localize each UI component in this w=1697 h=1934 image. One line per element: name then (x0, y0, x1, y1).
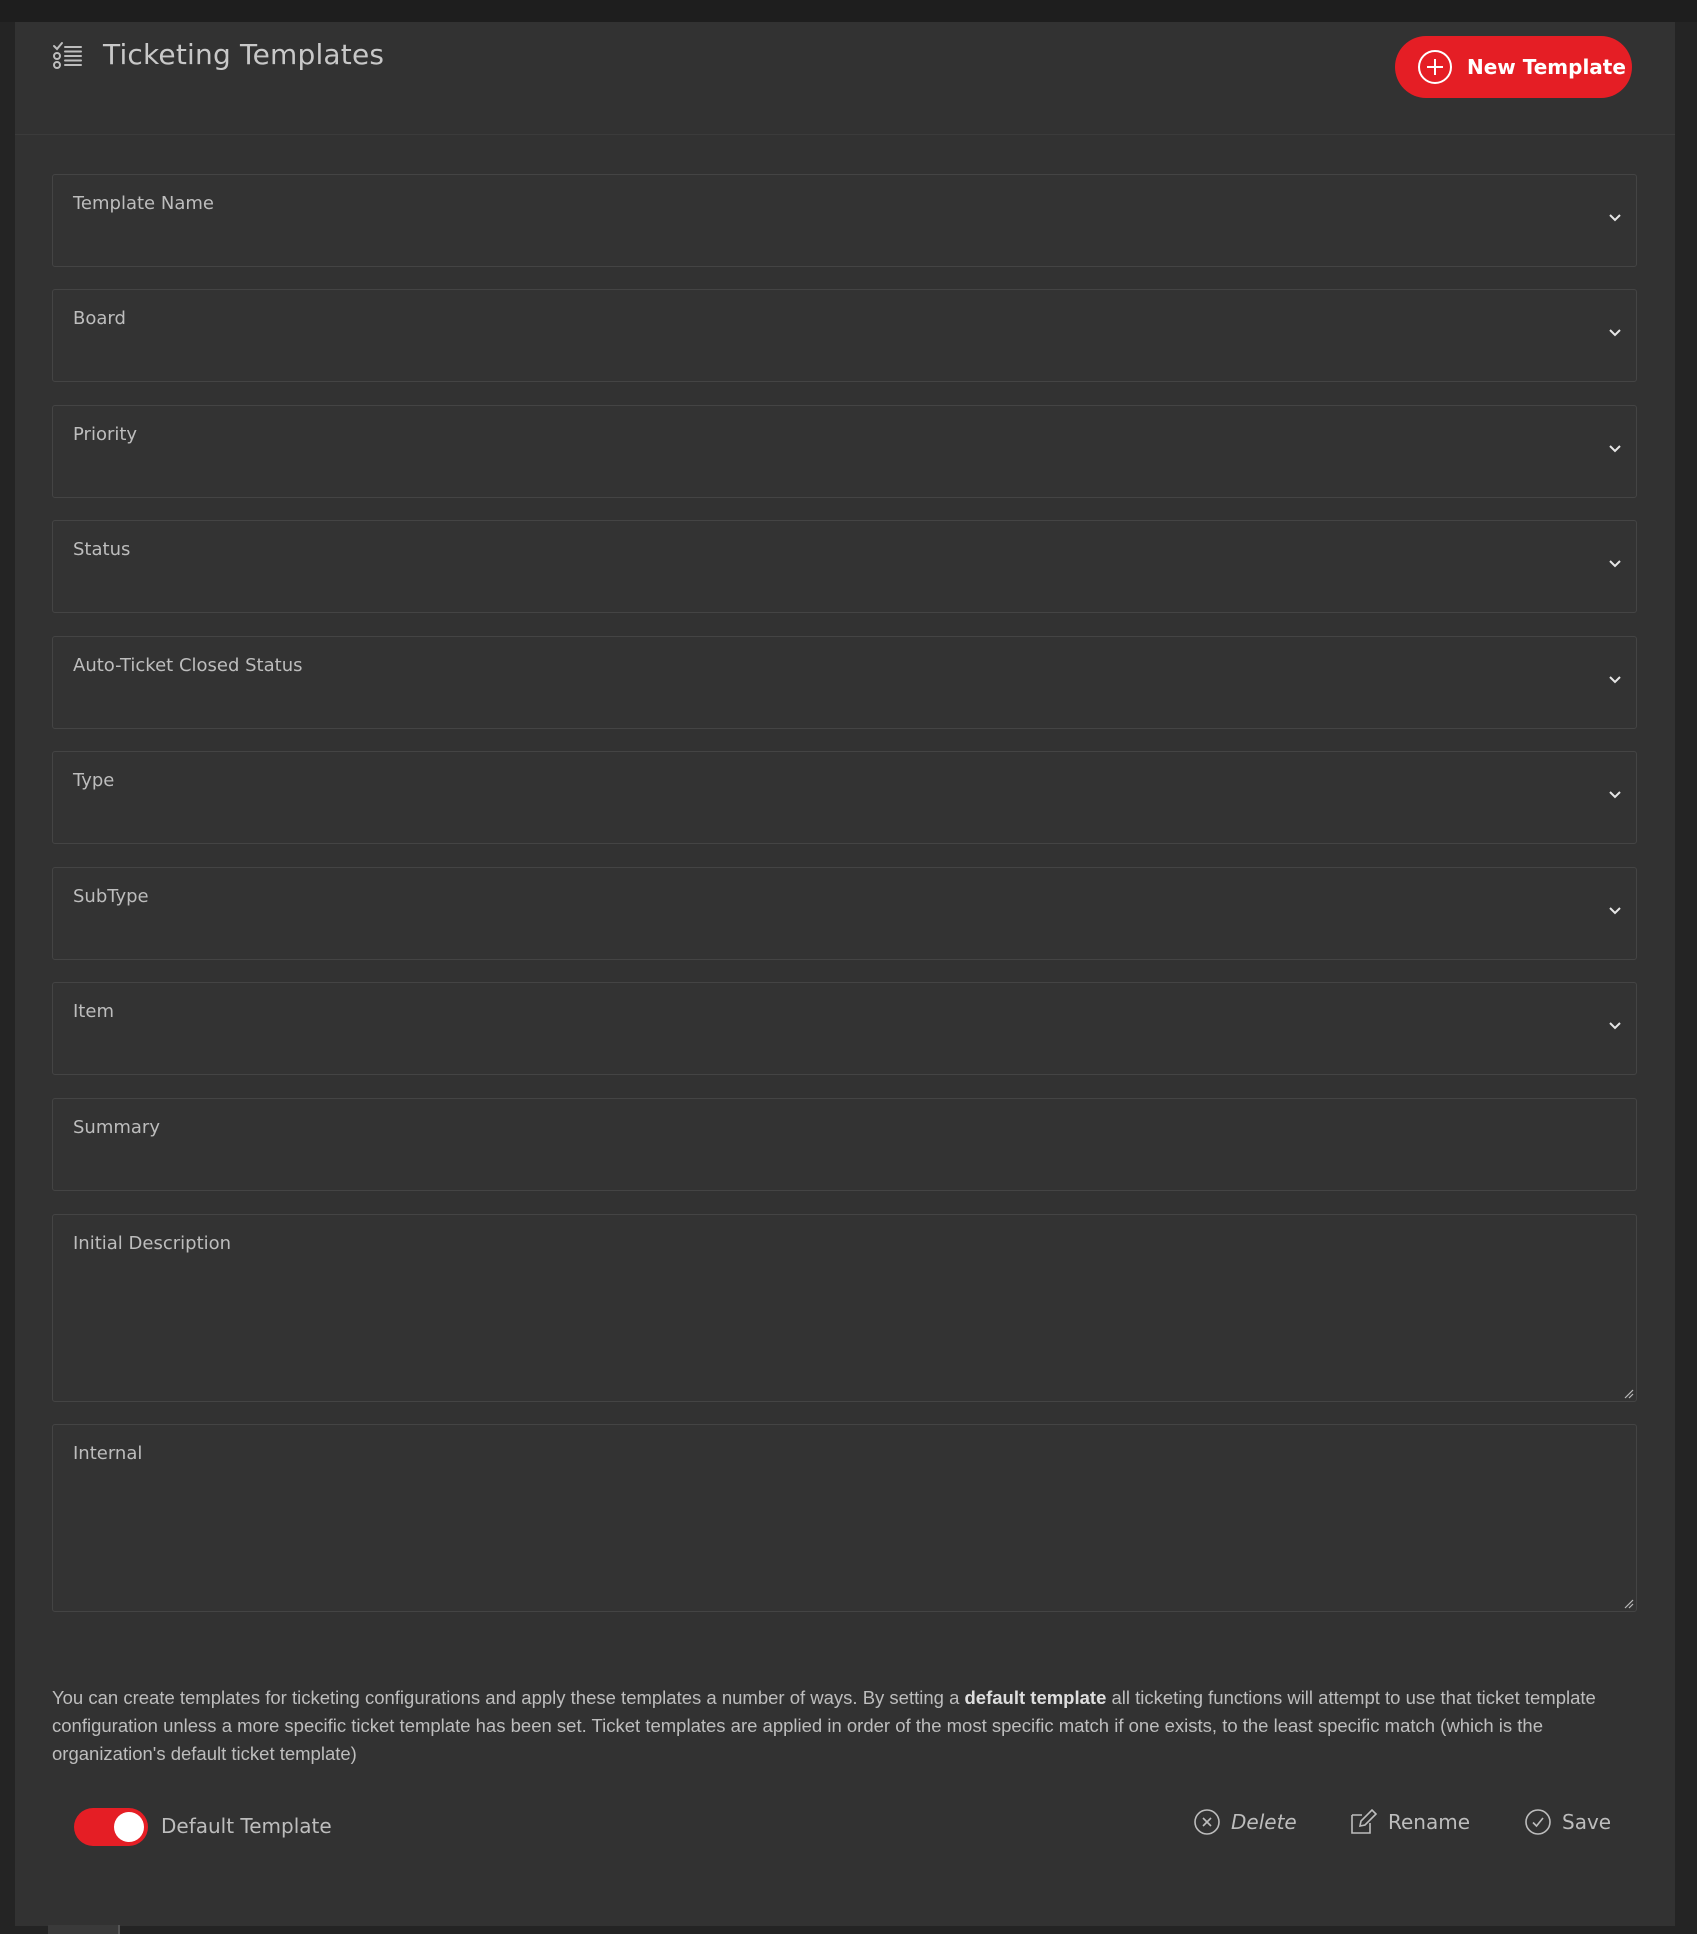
toggle-knob (114, 1812, 144, 1842)
field-label: Type (73, 770, 115, 791)
info-text (52, 1684, 1642, 1768)
info-text-bold: default template (964, 1687, 1107, 1708)
save-label: Save (1562, 1810, 1612, 1834)
chevron-down-icon (1606, 442, 1624, 456)
auto-ticket-closed-status-select[interactable] (52, 636, 1637, 729)
rename-button[interactable] (1348, 1802, 1470, 1842)
save-button[interactable] (1524, 1802, 1611, 1842)
rename-label: Rename (1388, 1810, 1471, 1834)
internal-textarea[interactable] (52, 1424, 1637, 1612)
info-text-part: all ticketing functions will attempt to use that ticket template configuration unless a more specific ticket template has been set. Ticket templates are applied in order of the most specific match if one exists, to the least specific match (which is the organization's default ticket template) (52, 1687, 1596, 1764)
default-template-label: Default Template (161, 1814, 332, 1838)
field-label: SubType (73, 886, 149, 907)
chevron-down-icon (1606, 557, 1624, 571)
priority-select[interactable] (52, 405, 1637, 498)
delete-button[interactable] (1193, 1802, 1297, 1842)
info-text-part: You can create templates for ticketing configurations and apply these templates a number of ways. By setting a (52, 1687, 965, 1708)
template-name-select[interactable] (52, 174, 1637, 267)
field-label: Priority (73, 424, 138, 445)
type-select[interactable] (52, 751, 1637, 844)
status-select[interactable] (52, 520, 1637, 613)
chevron-down-icon (1606, 673, 1624, 687)
field-label: Internal (73, 1443, 143, 1464)
page-title: Ticketing Templates (103, 38, 385, 71)
panel-header (15, 22, 1675, 135)
plus-circle-icon (1417, 49, 1453, 85)
summary-input[interactable] (52, 1098, 1637, 1191)
window-top-bar (0, 0, 1697, 22)
field-label: Initial Description (73, 1233, 232, 1254)
close-circle-icon (1193, 1808, 1221, 1836)
new-template-button[interactable] (1395, 36, 1632, 98)
field-label: Item (73, 1001, 114, 1022)
subtype-select[interactable] (52, 867, 1637, 960)
resize-grip-icon[interactable] (1622, 1387, 1634, 1399)
checklist-icon (51, 40, 83, 72)
field-label: Board (73, 308, 126, 329)
chevron-down-icon (1606, 211, 1624, 225)
field-label: Template Name (73, 193, 214, 214)
field-label: Status (73, 539, 131, 560)
bottom-tab (48, 1925, 120, 1934)
field-label: Auto-Ticket Closed Status (73, 655, 303, 676)
chevron-down-icon (1606, 326, 1624, 340)
new-template-label: New Template (1467, 55, 1626, 79)
edit-icon (1348, 1807, 1378, 1837)
field-label: Summary (73, 1117, 160, 1138)
chevron-down-icon (1606, 904, 1624, 918)
default-template-toggle[interactable] (74, 1808, 148, 1846)
board-select[interactable] (52, 289, 1637, 382)
initial-description-textarea[interactable] (52, 1214, 1637, 1402)
item-select[interactable] (52, 982, 1637, 1075)
delete-label: Delete (1231, 1810, 1297, 1834)
templates-panel (15, 22, 1675, 1926)
check-circle-icon (1524, 1808, 1552, 1836)
chevron-down-icon (1606, 1019, 1624, 1033)
resize-grip-icon[interactable] (1622, 1597, 1634, 1609)
chevron-down-icon (1606, 788, 1624, 802)
